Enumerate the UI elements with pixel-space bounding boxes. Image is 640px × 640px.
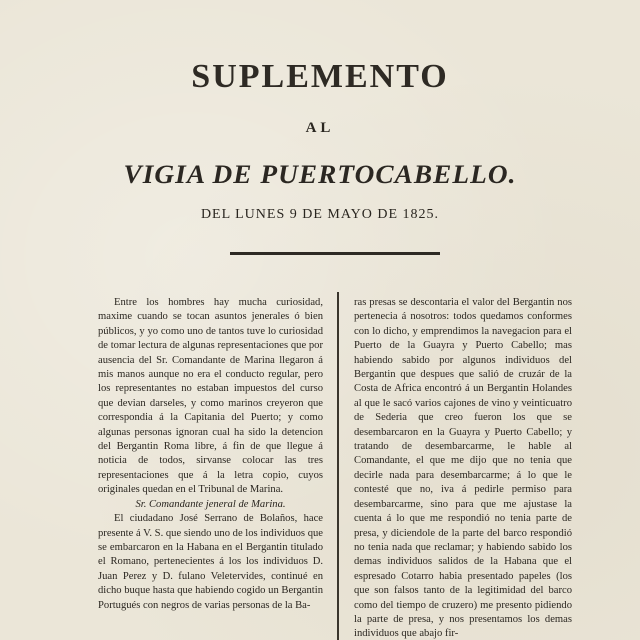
address-heading: Sr. Comandante jeneral de Marina. — [135, 498, 286, 510]
left-paragraph-1: Entre los hombres hay mucha curiosidad, maxime cuando se tocan asuntos jenerales ó bien públicos, y yo como uno de tantos tuve lo curiosidad de tomar lectura de algunas representaciones que por ausencia del Sr. Comandante de Marina llegaron á mis manos aunque no era el conducto regular, pero los representantes no estaban impuestos del curso que devian darseles, y como marinos creyeron que correspondia á la Capitania del Puerto; y como algunas personas ignoran cual ha sido la detencion del Bergantin Roma libre, á fin de que llegue á noticia de todos, sirvanse colocar las tres representaciones que á la letra copio, cuyos originales quedan en el Tribunal de Marina. — [98, 297, 323, 496]
right-paragraph-1: ras presas se descontaria el valor del Bergantin nos pertenecia á nosotros: todos quedamos conformes con lo dicho, y emprendimos la navegacion para el Puerto de la Guayra y Puerto Cabello; mas habiendo sabido por algunos individuos del Bergantin que despues que salió de cruzár de la Costa de Africa encontró á un Bergantin Holandes al que le sacó varios cajones de vino y veinticuatro de Sederia que creo fueron los que se desembarcaron en la Guayra y Puerto Cabello; y tratando de desembarcarme, le hable al Comandante, el que me dijo que no tenia que decirle nada para desembarcarme; á lo que le contesté que no, iva á pedirle permiso para desembarcarme, sino para que me ajustase la cuenta á lo que me respondió no tenia parte de presa, y diciendole de la parte del barco respondió no tenia nada que reclamar; y habiendo sabido los demas individuos salidos de la Habana que el espresado Cotarro habia presentado papeles (los que son falsos tanto de la legitimidad del barco como del tiempo de cruzero) me presento pidiendo la parte de presa, y nos presentamos los demas individuos que abajo fir- — [354, 297, 572, 640]
left-column — [98, 296, 323, 613]
left-paragraph-2: El ciudadano José Serrano de Bolaños, hace presente á V. S. que siendo uno de los individuos que se embarcaron en la Habana en el Bergantin titulado el Romano, pertenecientes á los los individuos D. Juan Perez y D. fulano Veletervides, continué en dicho buque hasta que habiendo cogido un Bergantin Portugués con negros de varias personas de la Ba- — [98, 513, 323, 611]
dateline: DEL LUNES 9 DE MAYO DE 1825. — [200, 207, 440, 222]
right-column — [354, 296, 572, 640]
newspaper-name: VIGIA DE PUERTOCABELLO. — [123, 160, 517, 189]
supplement-title: SUPLEMENTO — [191, 58, 449, 95]
column-divider — [337, 292, 339, 640]
al-label: AL — [305, 120, 335, 136]
header-rule — [230, 252, 440, 255]
